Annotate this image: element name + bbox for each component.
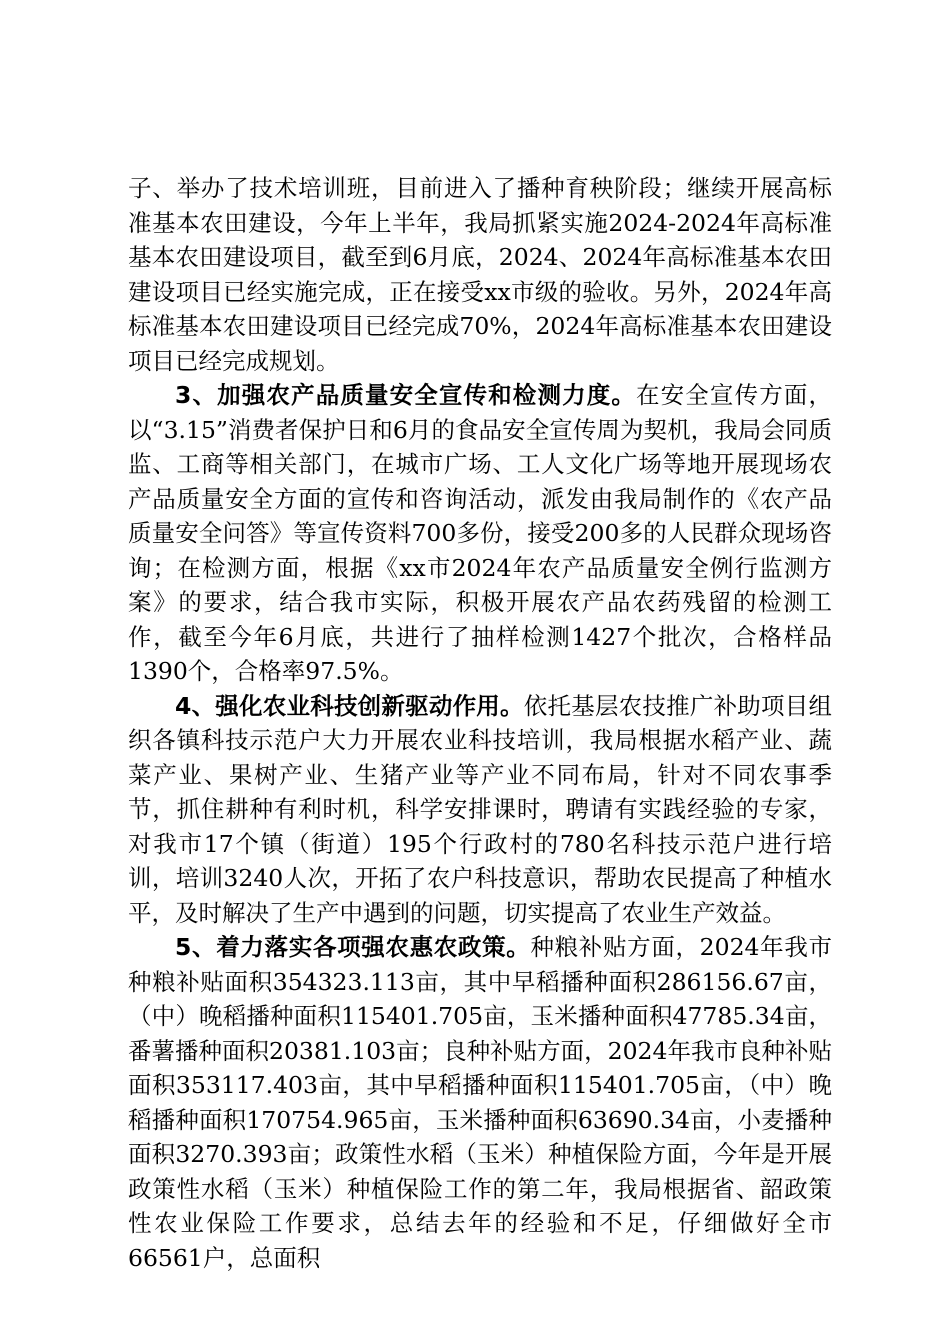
paragraph-body: 依托基层农技推广补助项目组织各镇科技示范户大力开展农业科技培训，我局根据水稻产业、蔬菜产业、果树产业、生猪产业等产业不同布局，针对不同农事季节，抓住耕种有利时机，科学安排课时，聘请有实践经验的专家，对我市17个镇（街道）195个行政村的780名科技示范户进行培训，培训3240人次，开拓了农户科技意识，帮助农民提高了种植水平，及时解决了生产中遇到的问题，切实提高了农业生产效益。 xyxy=(128,691,832,927)
paragraph-subsidy-policy xyxy=(128,930,832,1275)
paragraph-body: 在安全宣传方面，以“3.15”消费者保护日和6月的食品安全宣传周为契机，我局会同质监、工商等相关部门，在城市广场、工人文化广场等地开展现场农产品质量安全方面的宣传和咨询活动，派发由我局制作的《农产品质量安全问答》等宣传资料700多份，接受200多的人民群众现场咨询；在检测方面，根据《xx市2024年农产品质量安全例行监测方案》的要求，结合我市实际，积极开展农产品农药残留的检测工作，截至今年6月底，共进行了抽样检测1427个批次，合格样品1390个，合格率97.5%。 xyxy=(128,381,832,685)
section-heading: 5、着力落实各项强农惠农政策。 xyxy=(175,933,531,961)
paragraph-body: 子、举办了技术培训班，目前进入了播种育秧阶段；继续开展高标准基本农田建设，今年上半年，我局抓紧实施2024-2024年高标准基本农田建设项目，截至到6月底，2024、2024年高标准基本农田建设项目已经实施完成，正在接受xx市级的验收。另外，2024年高标准基本农田建设项目已经完成70%，2024年高标准基本农田建设项目已经完成规划。 xyxy=(128,174,832,375)
paragraph-quality-safety xyxy=(128,378,832,689)
paragraph-tech-innovation xyxy=(128,689,832,931)
section-heading: 4、强化农业科技创新驱动作用。 xyxy=(175,691,524,720)
paragraph-farmland xyxy=(128,171,832,378)
paragraph-body: 种粮补贴方面，2024年我市种粮补贴面积354323.113亩，其中早稻播种面积286156.67亩，（中）晚稻播种面积115401.705亩，玉米播种面积47785.34亩，番薯播种面积20381.103亩；良种补贴方面，2024年我市良种补贴面积353117.403亩，其中早稻播种面积115401.705亩，（中）晚稻播种面积170754.965亩，玉米播种面积63690.34亩，小麦播种面积3270.393亩；政策性水稻（玉米）种植保险方面，今年是开展政策性水稻（玉米）种植保险工作的第二年，我局根据省、韶政策性农业保险工作要求，总结去年的经验和不足，仔细做好全市66561户，总面积 xyxy=(128,933,832,1272)
section-heading: 3、加强农产品质量安全宣传和检测力度。 xyxy=(175,381,637,409)
document-page xyxy=(128,171,832,1275)
